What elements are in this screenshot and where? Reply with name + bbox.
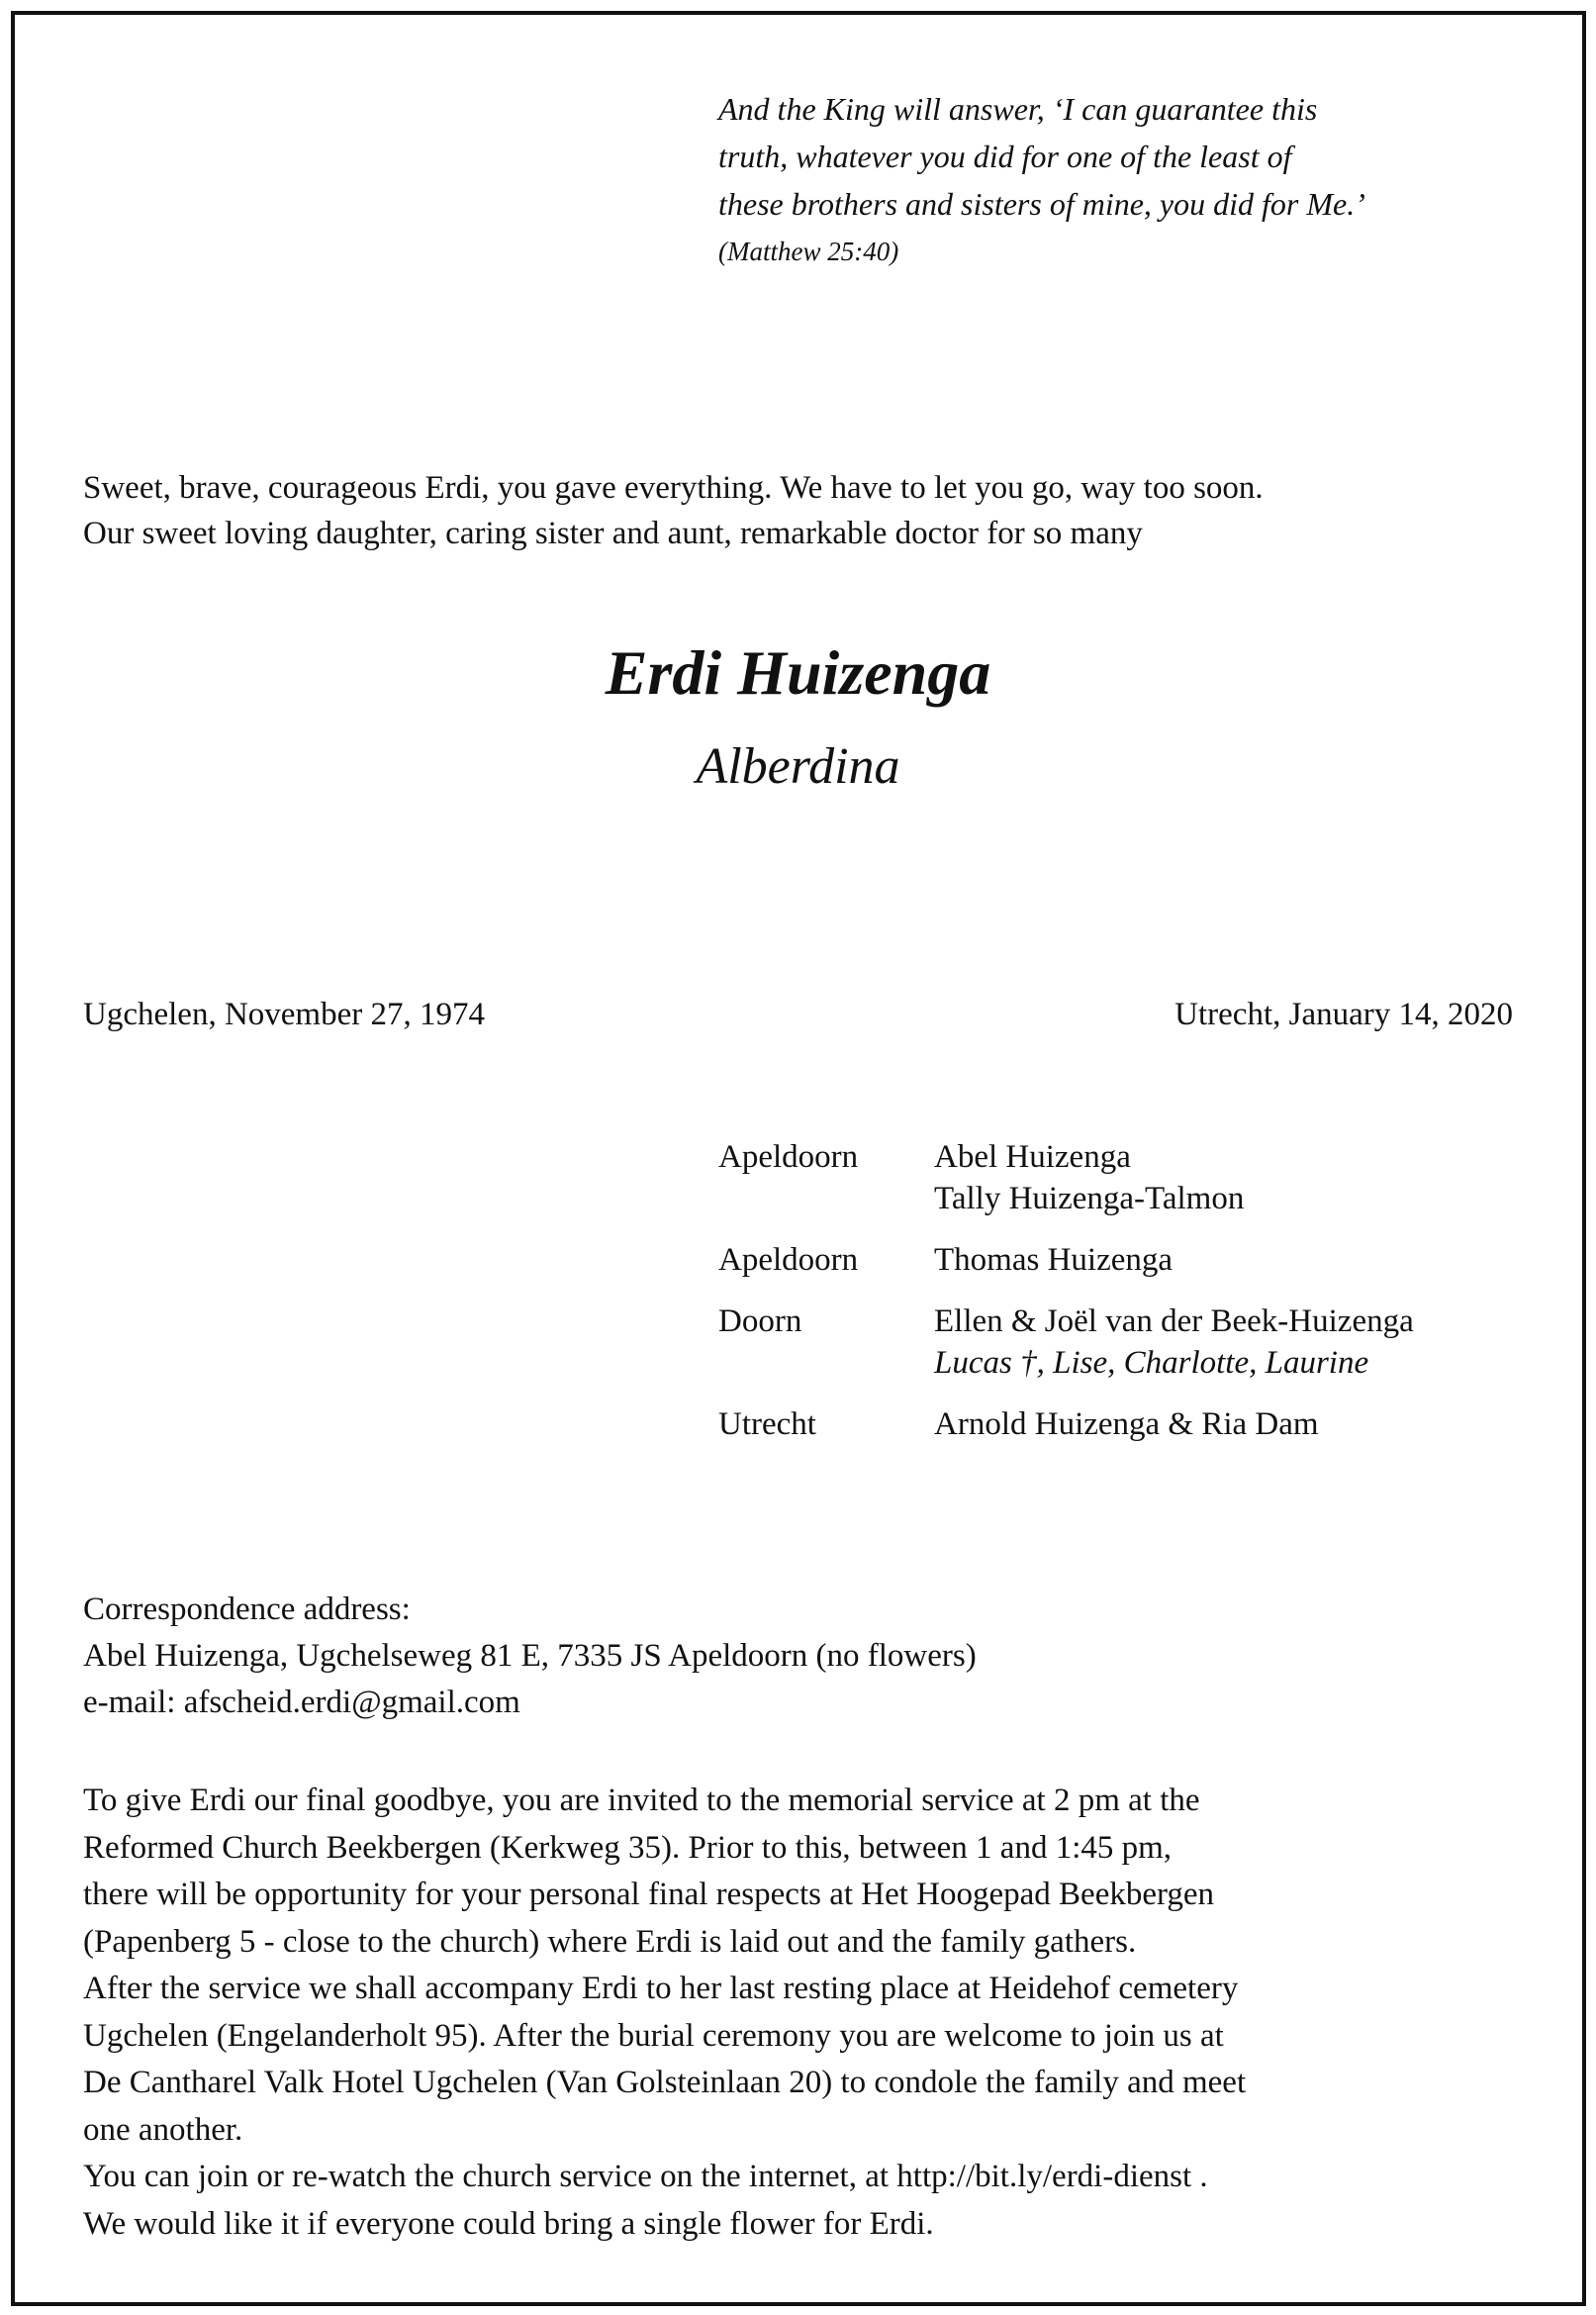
correspondence-email: e-mail: afscheid.erdi@gmail.com (83, 1685, 520, 1720)
family-row (718, 1403, 1414, 1445)
quote-line: truth, whatever you did for one of the least of (718, 139, 1292, 174)
family-name: Arnold Huizenga & Ria Dam (934, 1406, 1319, 1442)
family-name: Abel Huizenga (934, 1139, 1131, 1175)
family-names (934, 1403, 1319, 1445)
quote-line: And the King will answer, ‘I can guarantee this (718, 91, 1318, 127)
service-line: De Cantharel Valk Hotel Ugchelen (Van Golsteinlaan 20) to condole the family and meet (83, 2065, 1247, 2100)
family-row (718, 1239, 1414, 1281)
service-line: We would like it if everyone could bring a single flower for Erdi. (83, 2205, 934, 2242)
intro-line: Our sweet loving daughter, caring sister and aunt, remarkable doctor for so many (83, 516, 1143, 551)
deceased-given-name: Alberdina (696, 738, 900, 795)
service-line: one another. (83, 2111, 243, 2148)
family-city: Apeldoorn (718, 1242, 859, 1278)
correspondence-heading: Correspondence address: (83, 1592, 411, 1627)
family-city: Utrecht (718, 1406, 816, 1442)
intro-line: Sweet, brave, courageous Erdi, you gave everything. We have to let you go, way too soon. (83, 470, 1264, 506)
family-row (718, 1301, 1414, 1384)
family-name: Ellen & Joël van der Beek-Huizenga (934, 1303, 1414, 1339)
family-names (934, 1239, 1173, 1281)
service-line: After the service we shall accompany Erdi to her last resting place at Heidehof cemetery (83, 1971, 1239, 2006)
family-row (718, 1136, 1414, 1219)
death-place-date: Utrecht, January 14, 2020 (1174, 997, 1513, 1032)
quote-line: these brothers and sisters of mine, you did for Me.’ (718, 186, 1365, 222)
service-line: Ugchelen (Engelanderholt 95). After the burial ceremony you are welcome to join us at (83, 2017, 1224, 2054)
service-line: To give Erdi our final goodbye, you are invited to the memorial service at 2 pm at the (83, 1783, 1200, 1818)
service-line: Reformed Church Beekbergen (Kerkweg 35). Prior to this, between 1 and 1:45 pm, (83, 1829, 1173, 1866)
deceased-name: Erdi Huizenga (605, 637, 991, 708)
family-children: Lucas †, Lise, Charlotte, Laurine (934, 1345, 1369, 1381)
correspondence-address: Abel Huizenga, Ugchelseweg 81 E, 7335 JS Apeldoorn (no flowers) (83, 1638, 977, 1674)
quote-citation: (Matthew 25:40) (718, 237, 899, 266)
family-name: Thomas Huizenga (934, 1242, 1174, 1278)
family-city: Apeldoorn (718, 1139, 859, 1175)
service-line: You can join or re-watch the church service on the internet, at http://bit.ly/erdi-dienst . (83, 2159, 1208, 2194)
family-list (718, 1136, 1414, 1465)
service-info (83, 1778, 1246, 2248)
family-city: Doorn (718, 1303, 802, 1339)
family-names (934, 1136, 1244, 1219)
birth-place-date: Ugchelen, November 27, 1974 (83, 997, 485, 1032)
bible-quote (718, 85, 1540, 271)
family-names (934, 1301, 1414, 1384)
service-line: there will be opportunity for your personal final respects at Het Hoogepad Beekbergen (83, 1877, 1215, 1912)
intro-text (83, 465, 1264, 556)
correspondence-block (83, 1587, 977, 1726)
service-line: (Papenberg 5 - close to the church) where Erdi is laid out and the family gathers. (83, 1923, 1137, 1960)
family-name: Tally Huizenga-Talmon (934, 1181, 1245, 1216)
